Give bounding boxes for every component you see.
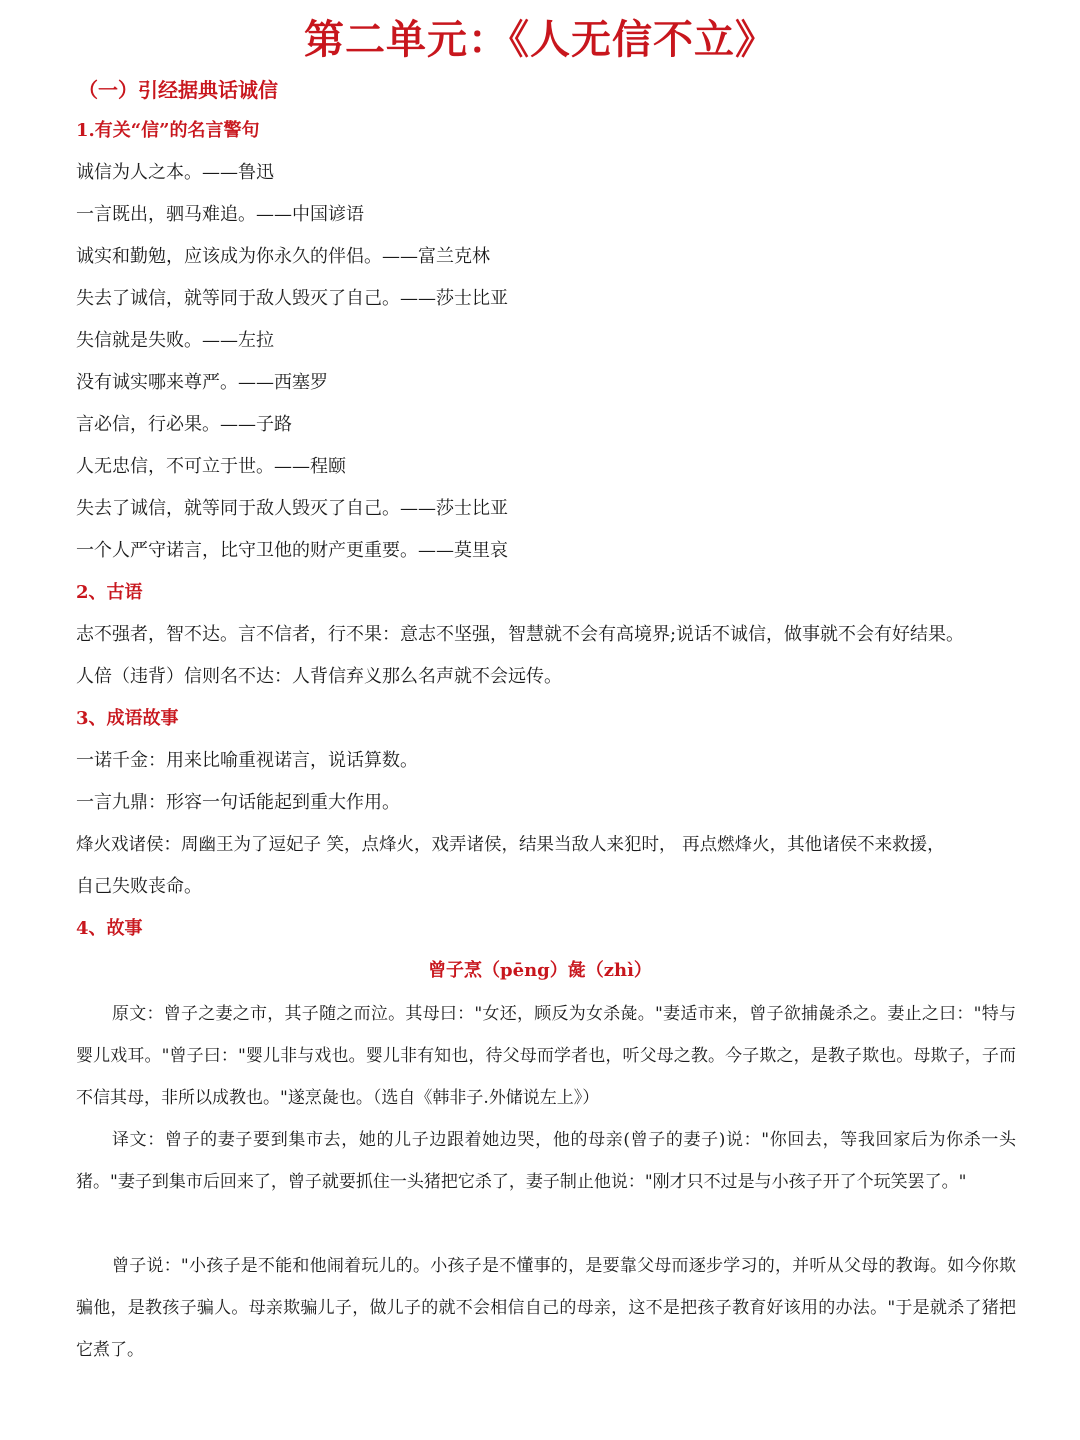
quote-line: 失信就是失败。——左拉: [76, 330, 274, 351]
quote-line: 人无忠信，不可立于世。——程颐: [76, 456, 346, 477]
quote-line: 失去了诚信，就等同于敌人毁灭了自己。——莎士比亚: [76, 288, 508, 309]
idiom-line: 一诺千金：用来比喻重视诺言，说话算数。: [76, 750, 418, 771]
quote-line: 言必信，行必果。——子路: [76, 414, 292, 435]
story-original-paragraph: 原文：曾子之妻之市，其子随之而泣。其母曰："女还，顾反为女杀彘。"妻适市来，曾子欲捕彘杀之。妻止之曰："特与婴儿戏耳。"曾子曰："婴儿非与戏也。婴儿非有知也，待父母而学者也，听父母之教。今子欺之，是教子欺也。母欺子，子而不信其母，非所以成教也。"遂烹彘也。（选自《韩非子.外储说左上》）: [76, 1004, 1016, 1108]
section-heading: （一）引经据典话诚信: [78, 78, 278, 102]
quote-line: 诚实和勤勉，应该成为你永久的伴侣。——富兰克林: [76, 246, 490, 267]
subheading-idiom-stories: 3、成语故事: [76, 708, 179, 729]
ancient-saying-line: 人倍（违背）信则名不达：人背信弃义那么名声就不会远传。: [76, 666, 562, 687]
story-dialogue-paragraph: 曾子说："小孩子是不能和他闹着玩儿的。小孩子是不懂事的，是要靠父母而逐步学习的，并听从父母的教诲。如今你欺骗他，是教孩子骗人。母亲欺骗儿子，做儿子的就不会相信自己的母亲，这不是把孩子教育好该用的办法。"于是就杀了猪把它煮了。: [76, 1256, 1016, 1360]
subheading-quotes: 1.有关“信”的名言警句: [76, 120, 260, 141]
quote-line: 没有诚实哪来尊严。——西塞罗: [76, 372, 328, 393]
quote-line: 一个人严守诺言，比守卫他的财产更重要。——莫里哀: [76, 540, 508, 561]
quote-line: 一言既出，驷马难追。——中国谚语: [76, 204, 364, 225]
story-translation-paragraph: 译文：曾子的妻子要到集市去，她的儿子边跟着她边哭，他的母亲(曾子的妻子)说："你回去，等我回家后为你杀一头猪。"妻子到集市后回来了，曾子就要抓住一头猪把它杀了，妻子制止他说："刚才只不过是与小孩子开了个玩笑罢了。": [76, 1130, 1016, 1192]
story-title: 曾子烹（pēng）彘（zhì）: [428, 960, 652, 981]
quote-line: 失去了诚信，就等同于敌人毁灭了自己。——莎士比亚: [76, 498, 508, 519]
idiom-line: 烽火戏诸侯：周幽王为了逗妃子 笑，点烽火，戏弄诸侯，结果当敌人来犯时， 再点燃烽火，其他诸侯不来救援，: [76, 835, 945, 855]
subheading-story: 4、故事: [76, 918, 143, 939]
subheading-ancient-sayings: 2、古语: [76, 582, 143, 603]
idiom-line: 自己失败丧命。: [76, 876, 202, 897]
quote-line: 诚信为人之本。——鲁迅: [76, 162, 274, 183]
ancient-saying-line: 志不强者，智不达。言不信者，行不果：意志不坚强，智慧就不会有高境界;说话不诚信，做事就不会有好结果。: [76, 624, 965, 645]
idiom-line: 一言九鼎：形容一句话能起到重大作用。: [76, 792, 400, 813]
page-title: 第二单元：《人无信不立》: [304, 16, 776, 63]
